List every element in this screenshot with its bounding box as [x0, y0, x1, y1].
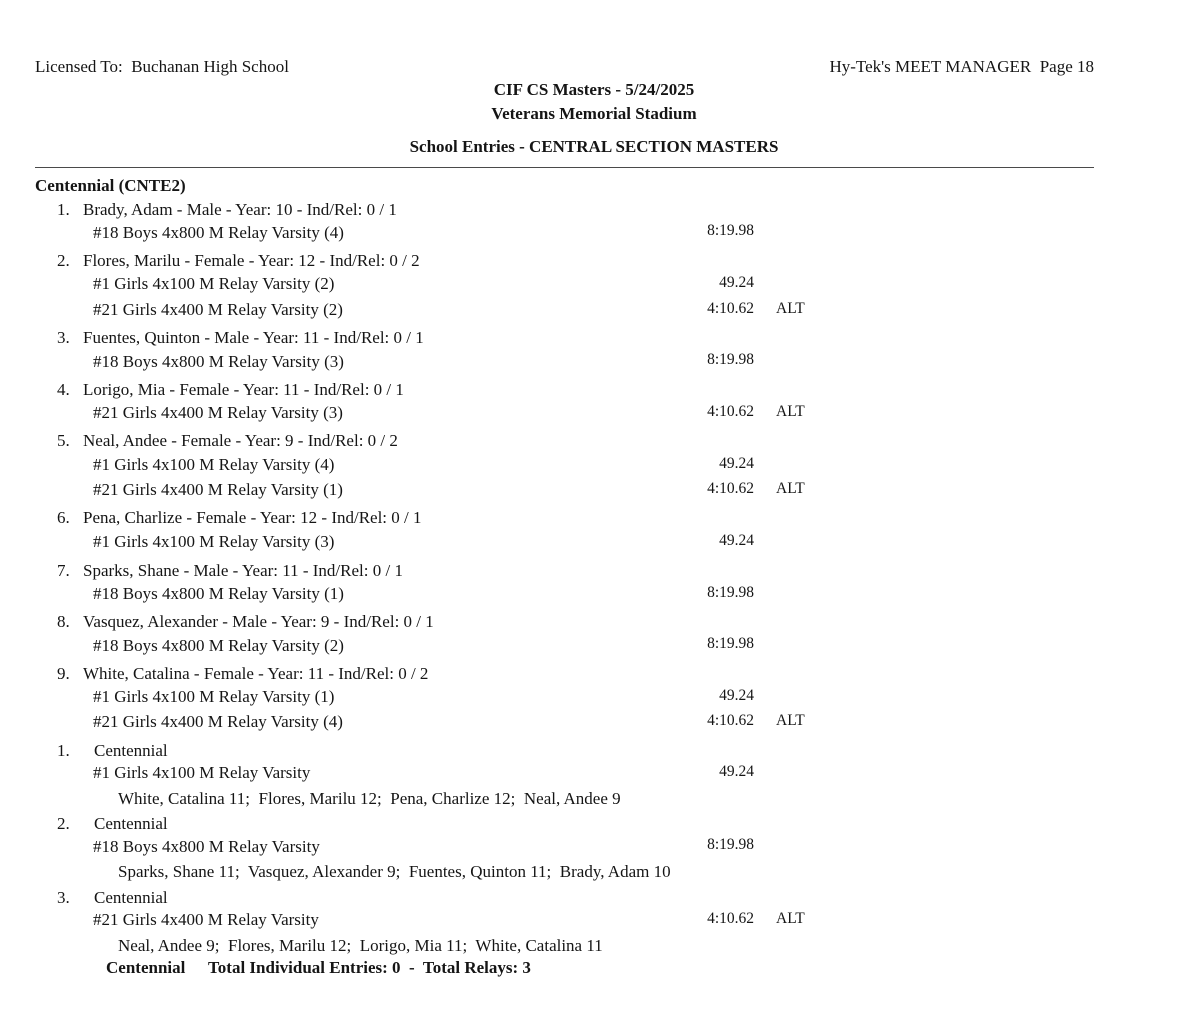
venue-title: Veterans Memorial Stadium [491, 104, 697, 123]
athlete-info: Neal, Andee - Female - Year: 9 - Ind/Rel: 0 / 2 [83, 431, 398, 450]
athlete-entry-event: #1 Girls 4x100 M Relay Varsity (4) [93, 455, 335, 474]
totals-summary: Total Individual Entries: 0 - Total Relays: 3 [208, 958, 531, 977]
athlete-info: Pena, Charlize - Female - Year: 12 - Ind/Rel: 0 / 1 [83, 508, 422, 527]
athlete-info: Sparks, Shane - Male - Year: 11 - Ind/Rel: 0 / 1 [83, 561, 403, 580]
relay-time: 8:19.98 [707, 836, 754, 853]
relay-team: Centennial [94, 888, 168, 907]
relay-event: #21 Girls 4x400 M Relay Varsity [93, 910, 319, 929]
athlete-number: 6. [57, 508, 70, 527]
athlete-info: White, Catalina - Female - Year: 11 - Ind/Rel: 0 / 2 [83, 664, 429, 683]
athlete-entry-time: 4:10.62 [707, 712, 754, 729]
alternate-flag: ALT [776, 300, 805, 317]
athlete-entry-event: #1 Girls 4x100 M Relay Varsity (1) [93, 687, 335, 706]
athlete-entry-event: #1 Girls 4x100 M Relay Varsity (2) [93, 274, 335, 293]
athlete-entry-time: 8:19.98 [707, 635, 754, 652]
athlete-number: 1. [57, 200, 70, 219]
athlete-entry-event: #21 Girls 4x400 M Relay Varsity (1) [93, 480, 343, 499]
athlete-number: 2. [57, 251, 70, 270]
athlete-number: 5. [57, 431, 70, 450]
athlete-entry-time: 49.24 [719, 532, 754, 549]
relay-number: 2. [57, 814, 70, 833]
relay-time: 4:10.62 [707, 910, 754, 927]
athlete-entry-time: 8:19.98 [707, 351, 754, 368]
athlete-number: 3. [57, 328, 70, 347]
athlete-number: 8. [57, 612, 70, 631]
alternate-flag: ALT [776, 910, 805, 927]
athlete-entry-event: #1 Girls 4x100 M Relay Varsity (3) [93, 532, 335, 551]
alternate-flag: ALT [776, 480, 805, 497]
relay-number: 1. [57, 741, 70, 760]
athlete-entry-time: 4:10.62 [707, 300, 754, 317]
athlete-info: Vasquez, Alexander - Male - Year: 9 - Ind/Rel: 0 / 1 [83, 612, 434, 631]
header-divider [35, 167, 1094, 168]
athlete-number: 7. [57, 561, 70, 580]
athlete-info: Fuentes, Quinton - Male - Year: 11 - Ind/Rel: 0 / 1 [83, 328, 424, 347]
athlete-entry-event: #21 Girls 4x400 M Relay Varsity (4) [93, 712, 343, 731]
alternate-flag: ALT [776, 712, 805, 729]
athlete-entry-time: 49.24 [719, 455, 754, 472]
athlete-entry-time: 8:19.98 [707, 584, 754, 601]
athlete-entry-event: #18 Boys 4x800 M Relay Varsity (1) [93, 584, 344, 603]
athlete-number: 4. [57, 380, 70, 399]
license-line: Licensed To: Buchanan High School [35, 57, 289, 76]
relay-members: White, Catalina 11; Flores, Marilu 12; Pena, Charlize 12; Neal, Andee 9 [118, 789, 621, 808]
software-page-line: Hy-Tek's MEET MANAGER Page 18 [829, 57, 1094, 76]
athlete-info: Flores, Marilu - Female - Year: 12 - Ind/Rel: 0 / 2 [83, 251, 420, 270]
athlete-entry-event: #18 Boys 4x800 M Relay Varsity (2) [93, 636, 344, 655]
athlete-entry-time: 4:10.62 [707, 480, 754, 497]
totals-team: Centennial [106, 958, 186, 977]
athlete-info: Lorigo, Mia - Female - Year: 11 - Ind/Rel: 0 / 1 [83, 380, 404, 399]
relay-time: 49.24 [719, 763, 754, 780]
athlete-entry-event: #18 Boys 4x800 M Relay Varsity (3) [93, 352, 344, 371]
athlete-entry-event: #18 Boys 4x800 M Relay Varsity (4) [93, 223, 344, 242]
relay-number: 3. [57, 888, 70, 907]
relay-members: Sparks, Shane 11; Vasquez, Alexander 9; Fuentes, Quinton 11; Brady, Adam 10 [118, 862, 671, 881]
athlete-entry-time: 8:19.98 [707, 222, 754, 239]
relay-team: Centennial [94, 814, 168, 833]
relay-event: #18 Boys 4x800 M Relay Varsity [93, 837, 320, 856]
team-heading: Centennial (CNTE2) [35, 176, 186, 195]
meet-title: CIF CS Masters - 5/24/2025 [493, 80, 695, 99]
report-title: School Entries - CENTRAL SECTION MASTERS [409, 137, 779, 156]
athlete-info: Brady, Adam - Male - Year: 10 - Ind/Rel: 0 / 1 [83, 200, 397, 219]
athlete-entry-time: 49.24 [719, 274, 754, 291]
relay-team: Centennial [94, 741, 168, 760]
athlete-entry-event: #21 Girls 4x400 M Relay Varsity (3) [93, 403, 343, 422]
relay-members: Neal, Andee 9; Flores, Marilu 12; Lorigo, Mia 11; White, Catalina 11 [118, 936, 603, 955]
relay-event: #1 Girls 4x100 M Relay Varsity [93, 763, 311, 782]
athlete-entry-time: 49.24 [719, 687, 754, 704]
athlete-entry-event: #21 Girls 4x400 M Relay Varsity (2) [93, 300, 343, 319]
athlete-number: 9. [57, 664, 70, 683]
athlete-entry-time: 4:10.62 [707, 403, 754, 420]
alternate-flag: ALT [776, 403, 805, 420]
